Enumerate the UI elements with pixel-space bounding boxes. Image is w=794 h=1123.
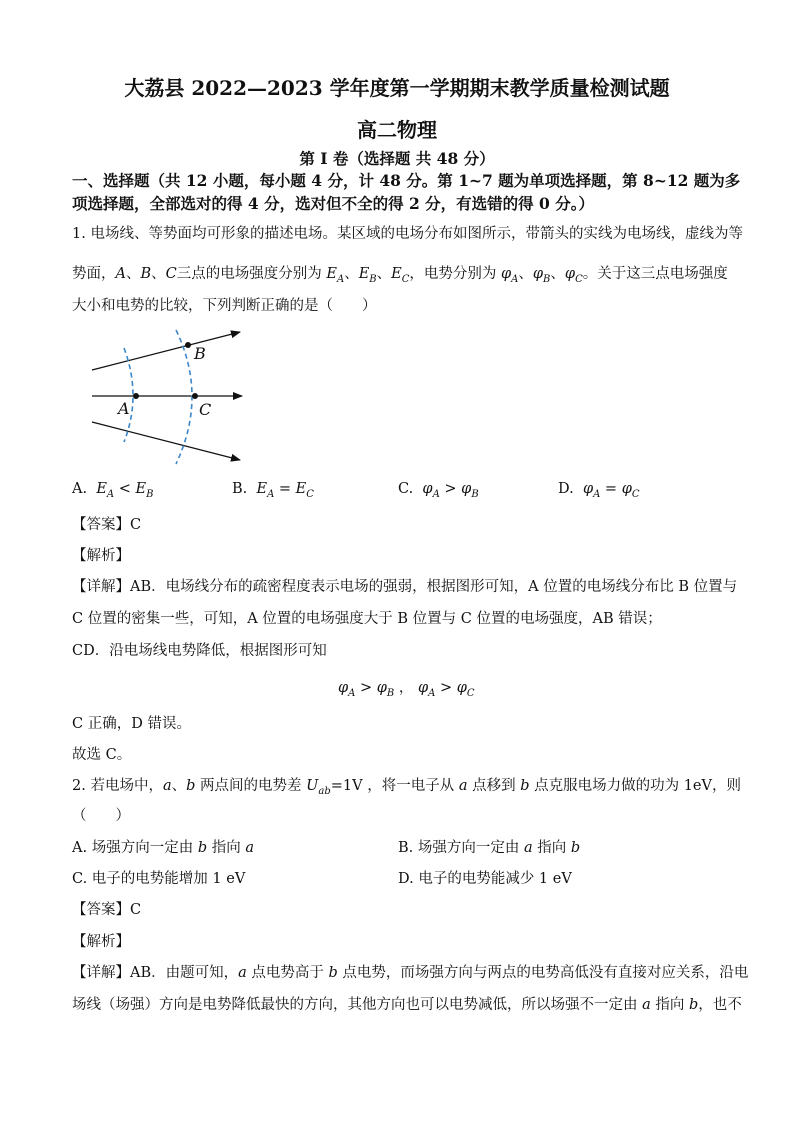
q2-analysis-tag: 【解析】 bbox=[72, 934, 130, 950]
point-b bbox=[185, 342, 191, 348]
field-line-top bbox=[92, 332, 240, 370]
field-line-figure bbox=[82, 322, 254, 474]
subject-title: 高二物理 bbox=[357, 118, 437, 142]
q1-detail-5: 故选 C。 bbox=[72, 747, 132, 763]
q1-stem-line-1: 1. 电场线、等势面均可形象的描述电场。某区域的电场分布如图所示，带箭头的实线为电场线，虚线为等 bbox=[72, 226, 743, 242]
q2-stem-line-1: 2. 若电场中，a、b 两点间的电势差 $U_{ab}=1V$ ，将一电子从 a 点移到 b 点克服电场力做的功为 1eV，则 bbox=[72, 778, 741, 797]
q1-option-a: A. $E_A < E_B$ bbox=[72, 481, 154, 500]
point-c bbox=[192, 393, 198, 399]
instructions-line-1: 一、选择题（共 12 小题，每小题 4 分，计 48 分。第 1~7 题为单项选择题，第 8~12 题为多 bbox=[72, 171, 741, 190]
q2-answer: 【答案】C bbox=[72, 902, 142, 918]
q1-detail-1: 【详解】AB．电场线分布的疏密程度表示电场的强弱，根据图形可知，A 位置的电场线分布比 B 位置与 bbox=[72, 579, 738, 595]
label-a: A bbox=[118, 399, 130, 418]
q1-option-d: D. $\varphi_A = \varphi_C$ bbox=[558, 481, 640, 500]
q1-analysis-tag: 【解析】 bbox=[72, 548, 130, 564]
q1-detail-4: C 正确，D 错误。 bbox=[72, 716, 191, 732]
q2-option-c: C. 电子的电势能增加 1 eV bbox=[72, 871, 246, 887]
label-c: C bbox=[199, 400, 212, 419]
q1-stem-line-3: 大小和电势的比较，下列判断正确的是（ ） bbox=[72, 298, 377, 314]
q2-option-d: D. 电子的电势能减少 1 eV bbox=[398, 871, 572, 887]
q1-detail-3: CD．沿电场线电势降低，根据图形可知 bbox=[72, 643, 327, 659]
q2-option-b: B. 场强方向一定由 a 指向 b bbox=[398, 840, 581, 856]
q1-option-b: B. $E_A = E_C$ bbox=[232, 481, 314, 500]
q2-stem-line-2: （ ） bbox=[72, 808, 130, 824]
exam-title: 大荔县 2022—2023 学年度第一学期期末教学质量检测试题 bbox=[124, 76, 670, 100]
field-line-bottom bbox=[92, 422, 240, 460]
q1-detail-2: C 位置的密集一些，可知，A 位置的电场强度大于 B 位置与 C 位置的电场强度，AB 错误； bbox=[72, 611, 662, 627]
q1-formula: $\varphi_A > \varphi_B$ ， $\varphi_A > \varphi_C$ bbox=[338, 680, 475, 699]
point-a bbox=[133, 393, 139, 399]
label-b: B bbox=[194, 344, 206, 363]
instructions-line-2: 项选择题，全部选对的得 4 分，选对但不全的得 2 分，有选错的得 0 分。） bbox=[72, 194, 594, 213]
q1-answer: 【答案】C bbox=[72, 517, 142, 533]
q1-option-c: C. $\varphi_A > \varphi_B$ bbox=[398, 481, 479, 500]
q1-stem-line-2: 势面，A、B、C三点的电场强度分别为 $E_A$、$E_B$、$E_C$，电势分别为 $\varphi_A$、$\varphi_B$、$\varphi_C$。关于这三点电场强度 bbox=[72, 266, 728, 285]
q2-detail-1: 【详解】AB．由题可知，a 点电势高于 b 点电势，而场强方向与两点的电势高低没有直接对应关系，沿电 bbox=[72, 965, 749, 981]
q2-option-a: A. 场强方向一定由 b 指向 a bbox=[72, 840, 254, 856]
q2-detail-2: 场线（场强）方向是电势降低最快的方向，其他方向也可以电势减低，所以场强不一定由 a 指向 b，也不 bbox=[72, 997, 742, 1013]
part-title: 第 I 卷（选择题 共 48 分） bbox=[299, 149, 495, 168]
